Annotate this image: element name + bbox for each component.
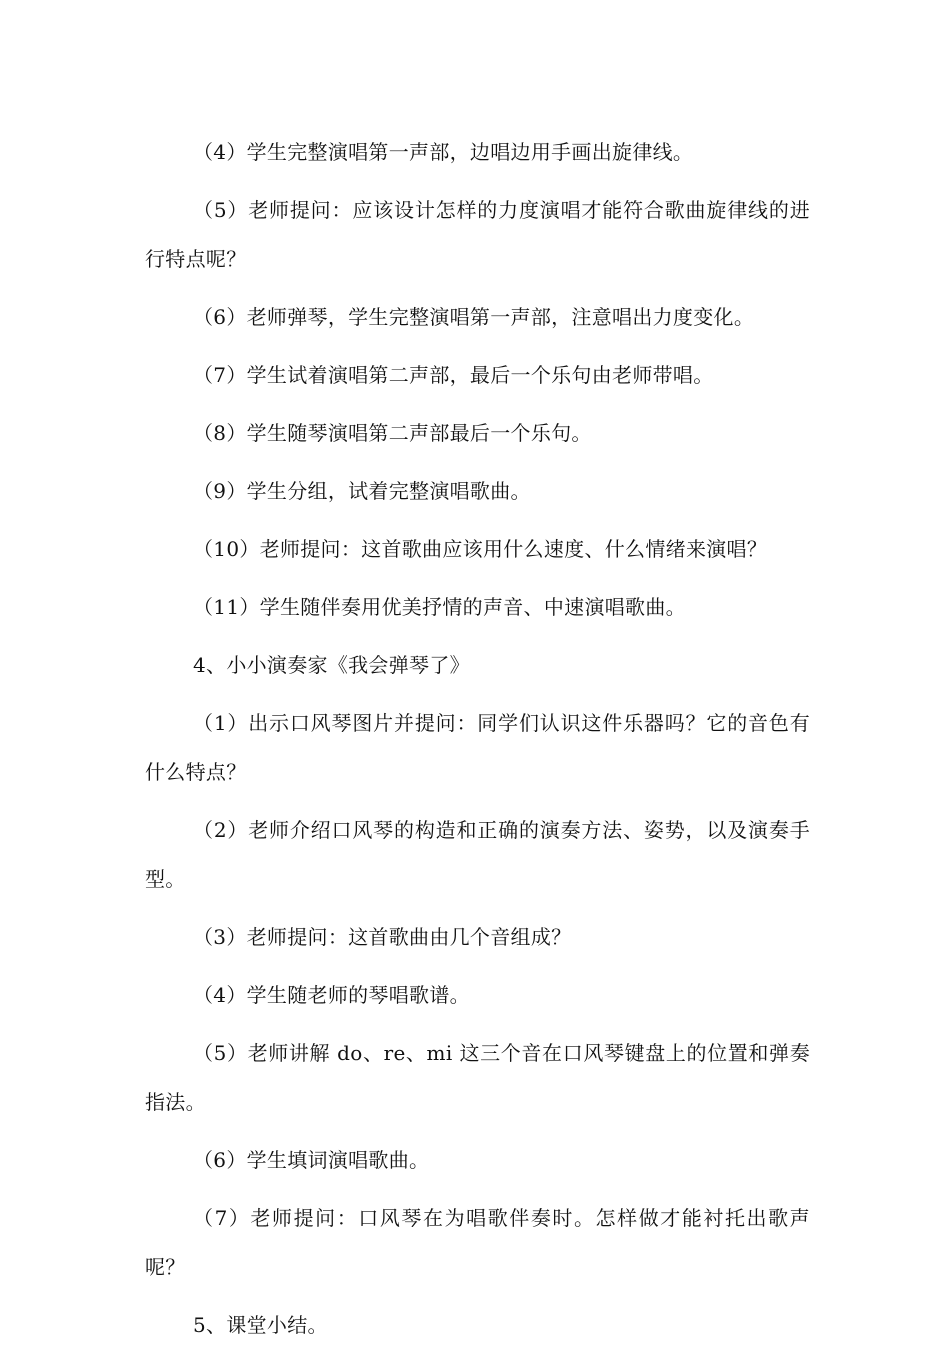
paragraph-step-8-last-phrase: （8）学生随琴演唱第二声部最后一个乐句。 [193,421,592,445]
paragraph-melodica-step-7: （7）老师提问：口风琴在为唱歌伴奏时。怎样做才能衬托出歌声呢？ [145,1206,810,1279]
paragraph-step-10-tempo-question: （10）老师提问：这首歌曲应该用什么速度、什么情绪来演唱？ [193,537,768,561]
paragraph-step-11-sing-with-accompaniment: （11）学生随伴奏用优美抒情的声音、中速演唱歌曲。 [193,595,686,619]
paragraph-melodica-step-1: （1）出示口风琴图片并提问：同学们认识这件乐器吗？它的音色有什么特点？ [145,711,810,784]
paragraph-step-9-groups: （9）学生分组，试着完整演唱歌曲。 [193,479,531,503]
section-heading-class-summary: 5、课堂小结。 [193,1313,328,1337]
paragraph-melodica-step-4: （4）学生随老师的琴唱歌谱。 [193,983,470,1007]
paragraph-melodica-step-6: （6）学生填词演唱歌曲。 [193,1148,430,1172]
paragraph-melodica-step-5: （5）老师讲解 do、re、mi 这三个音在口风琴键盘上的位置和弹奏指法。 [145,1041,810,1114]
document-body [145,128,810,1359]
paragraph-step-6-piano-first-part: （6）老师弹琴，学生完整演唱第一声部，注意唱出力度变化。 [193,305,755,329]
paragraph-melodica-step-3: （3）老师提问：这首歌曲由几个音组成？ [193,925,572,949]
paragraph-melodica-step-2: （2）老师介绍口风琴的构造和正确的演奏方法、姿势，以及演奏手型。 [145,818,810,891]
paragraph-step-7-second-part: （7）学生试着演唱第二声部，最后一个乐句由老师带唱。 [193,363,714,387]
paragraph-step-4-sing-first-part: （4）学生完整演唱第一声部，边唱边用手画出旋律线。 [193,140,694,164]
paragraph-step-5-dynamics-question: （5）老师提问：应该设计怎样的力度演唱才能符合歌曲旋律线的进行特点呢？ [145,198,810,271]
section-heading-little-performer: 4、小小演奏家《我会弹琴了》 [193,653,470,677]
